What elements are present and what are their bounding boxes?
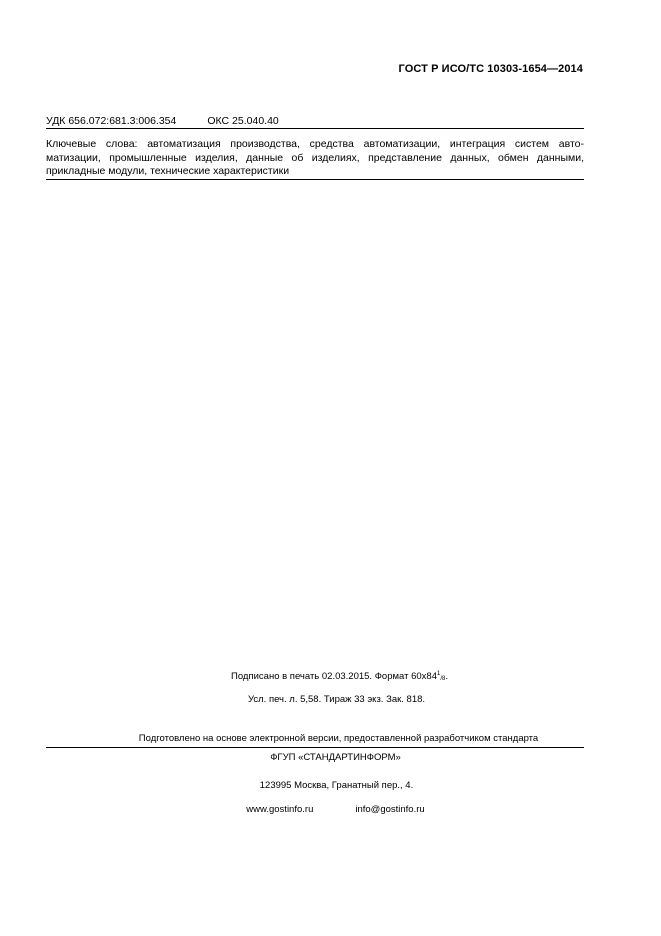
keywords-line: прикладные модули, технические характеристики	[46, 165, 290, 177]
email-link[interactable]: info@gostinfo.ru	[355, 804, 425, 815]
udk-code: УДК 656.072:681.3:006.354	[46, 115, 177, 127]
oks-code: ОКС 25.040.40	[207, 115, 279, 127]
keywords-line: матизации, промышленные изделия, данные об изделиях, представление данных, обмен данными,	[46, 151, 584, 164]
divider-bottom	[46, 179, 584, 180]
format-fraction-slash: /	[440, 676, 442, 682]
publisher-address: 123995 Москва, Гранатный пер., 4.	[259, 780, 414, 791]
print-info: Усл. печ. л. 5,58. Тираж 33 экз. Зак. 818.	[247, 694, 426, 705]
format-fraction-denominator: 8	[442, 676, 446, 682]
standard-code: ГОСТ Р ИСО/ТС 10303-1654—2014	[398, 63, 583, 75]
publisher-contacts	[0, 804, 661, 815]
keywords-line: Ключевые слова: автоматизация производства, средства автоматизации, интеграция систем авто-	[46, 138, 584, 150]
prepared-note: Подготовлено на основе электронной версии, предоставленной разработчиком стандарта	[138, 733, 539, 744]
website-link[interactable]: www.gostinfo.ru	[246, 804, 314, 815]
signed-for-print	[0, 671, 661, 682]
signed-text: Подписано в печать 02.03.2015. Формат 60х84	[231, 671, 437, 682]
divider-top	[46, 128, 584, 129]
publisher-name: ФГУП «СТАНДАРТИНФОРМ»	[270, 752, 401, 763]
format-end: .	[445, 671, 448, 682]
format-fraction-numerator: 1	[436, 671, 441, 677]
classification-row	[46, 115, 279, 127]
publisher-divider	[46, 747, 584, 748]
keywords-paragraph	[46, 138, 584, 179]
